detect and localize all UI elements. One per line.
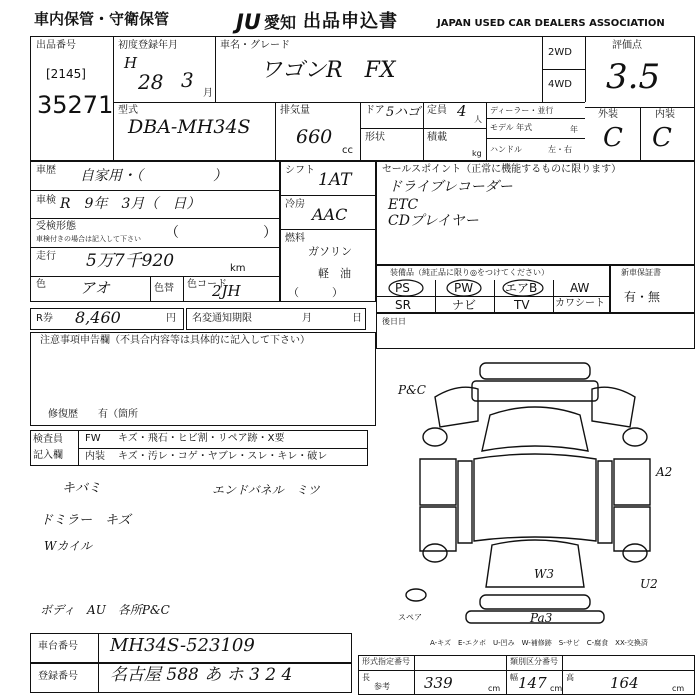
shift-label: シフト xyxy=(285,165,315,176)
diagram-pc: P&C xyxy=(398,383,426,397)
assoc-name: JAPAN USED CAR DEALERS ASSOCIATION xyxy=(437,18,665,29)
class-no-label: 類別区分番号 xyxy=(510,657,558,666)
shift-value: 1AT xyxy=(318,170,352,190)
defect-legend: A-キズ E-エクボ U-凹み W-補修跡 S-サビ C-腐食 XX-交換済 xyxy=(430,639,648,647)
model-value: DBA-MH34S xyxy=(128,116,251,138)
equip-aw: AW xyxy=(570,281,590,295)
after-box xyxy=(376,313,695,349)
reg-value: 名古屋 588 あ ホ 3 2 4 xyxy=(110,665,293,685)
doors-value: 5ハゴ xyxy=(386,105,421,120)
recycle-label: R券 xyxy=(36,313,53,324)
first-reg-month-unit: 月 xyxy=(203,88,213,99)
lot-label: 出品番号 xyxy=(36,40,76,51)
len-value: 339 xyxy=(424,674,453,692)
first-reg-label: 初度登録年月 xyxy=(118,40,178,51)
tax-label: 名変通知期限 xyxy=(192,313,252,324)
ref-label: 参考 xyxy=(374,682,390,691)
len-unit: cm xyxy=(488,684,501,693)
chassis-label: 車台番号 xyxy=(38,641,78,652)
load-unit: kg xyxy=(472,149,482,158)
diagram-pa3: Pa3 xyxy=(530,611,553,625)
fuel-diesel: 軽 油 xyxy=(318,267,351,280)
equip-pw: PW xyxy=(454,281,474,295)
equip-sr: SR xyxy=(395,298,411,312)
guarantee-note: 車検付きの場合は記入して下さい xyxy=(36,235,141,243)
disp-unit: cc xyxy=(342,145,353,156)
equip-airbag: エアB xyxy=(505,281,538,295)
hw-note-2: エンドバネル ミツ xyxy=(212,483,320,497)
sales-point-3: CDプレイヤー xyxy=(388,213,479,229)
fuel-gas: ガソリン xyxy=(308,245,352,258)
wid-value: 147 xyxy=(518,674,547,692)
tax-day: 日 xyxy=(352,313,362,324)
color-code-value: 2JH xyxy=(212,282,241,300)
car-name-value: ワゴンR FX xyxy=(260,58,396,83)
color-label: 色 xyxy=(36,279,46,290)
guarantee-value: （ ） xyxy=(165,225,277,241)
guarantee-label: 受検形態 xyxy=(36,221,76,232)
grade-int-label: 内装 xyxy=(655,109,675,120)
hgt-unit: cm xyxy=(672,684,685,693)
grade-value: 3.5 xyxy=(606,57,661,97)
history-value: 自家用・（ ） xyxy=(80,168,227,184)
sales-point-2: ETC xyxy=(388,197,419,213)
wid-unit: cm xyxy=(550,684,563,693)
grade-int-value: C xyxy=(652,123,672,153)
lot-number: 35271 xyxy=(37,91,114,119)
color-code-label: 色コード xyxy=(187,279,227,290)
reg-label: 登録番号 xyxy=(38,671,78,682)
inspector-fw: FW xyxy=(85,433,101,444)
hw-note-5: ボディ AU 各所P&C xyxy=(40,603,170,617)
grade-ext-label: 外装 xyxy=(598,109,618,120)
aircon-value: AAC xyxy=(312,205,348,224)
recycle-value: 8,460 xyxy=(75,308,121,327)
new-guarantee-label: 新車保証書 xyxy=(621,268,661,277)
sales-points-label: セールスポイント（正常に機能するものに限ります） xyxy=(382,164,622,175)
hw-note-1: キバミ xyxy=(62,481,102,496)
equip-circles xyxy=(376,265,610,313)
first-reg-era: H xyxy=(124,54,138,72)
inspector-interior-label: 内装 xyxy=(85,451,105,462)
diagram-a2: A2 xyxy=(656,465,673,479)
shape-label: 形状 xyxy=(365,132,385,143)
diagram-spare: スペア xyxy=(398,613,422,622)
car-name-label: 車名・グレード xyxy=(220,40,290,51)
shaken-label: 車検 xyxy=(36,195,56,206)
inspector-label-1: 検査員 xyxy=(33,434,63,445)
inspector-interior: キズ・汚レ・コゲ・ヤブレ・スレ・キレ・破レ xyxy=(118,451,328,462)
after-label: 後日日 xyxy=(382,317,406,326)
doors-label: ドア xyxy=(365,105,385,116)
ju-logo: JU xyxy=(236,10,261,34)
storage-banner xyxy=(30,8,210,32)
notes-label: 注意事項申告欄（不具合内容等は具体的に記入して下さい） xyxy=(40,335,310,346)
load-label: 積載 xyxy=(427,132,447,143)
equip-ps: PS xyxy=(395,281,410,295)
capacity-unit: 人 xyxy=(474,115,482,124)
tax-month: 月 xyxy=(302,313,312,324)
capacity-value: 4 xyxy=(457,102,467,120)
hgt-label: 高 xyxy=(566,673,574,682)
wid-label: 幅 xyxy=(510,673,518,682)
header-logo xyxy=(236,10,297,36)
first-reg-year: 28 xyxy=(138,70,164,94)
mileage-unit: km xyxy=(230,263,246,274)
len-label: 長 xyxy=(362,673,370,682)
color-value: アオ xyxy=(80,279,110,297)
disp-label: 排気量 xyxy=(280,105,310,116)
storage-text: 車内保管・守衛保管 xyxy=(34,10,170,28)
shaken-value: R 9年 3月（ 日） xyxy=(60,196,201,212)
form-no-label: 形式指定番号 xyxy=(362,657,410,666)
first-reg-month: 3 xyxy=(181,68,194,92)
model-year-label: モデル 年式 xyxy=(490,123,533,132)
equip-tv: TV xyxy=(514,298,530,312)
equip-leather: カワシート xyxy=(555,298,605,309)
fuel-paren: （ ） xyxy=(288,286,343,299)
drive-4wd: 4WD xyxy=(548,79,572,90)
fuel-label: 燃料 xyxy=(285,233,305,244)
color-swap-label: 色替 xyxy=(154,283,174,294)
disp-value: 660 xyxy=(296,126,333,148)
model-label: 型式 xyxy=(118,105,138,116)
sales-point-1: ドライブレコーダー xyxy=(388,179,513,195)
mileage-value: 5万7千920 xyxy=(86,251,175,271)
hw-note-3: ドミラー キズ xyxy=(40,513,131,528)
history-label: 車歴 xyxy=(36,165,56,176)
hgt-value: 164 xyxy=(610,674,639,692)
doc-title: 出品申込書 xyxy=(303,11,398,32)
lot-small: [2145] xyxy=(46,67,86,81)
dealer-label: ディーラー・並行 xyxy=(490,106,554,115)
repair-label: 修復歴 有（箇所 xyxy=(48,409,138,420)
equip-navi: ナビ xyxy=(452,298,477,312)
aircon-label: 冷房 xyxy=(285,199,305,210)
equipment-label: 装備品（純正品に限り◎をつけてください） xyxy=(390,268,549,277)
new-guarantee-value: 有・無 xyxy=(624,290,661,304)
drive-2wd: 2WD xyxy=(548,47,572,58)
grade-ext-value: C xyxy=(603,123,623,153)
inspector-label-2: 記入欄 xyxy=(33,450,63,461)
capacity-label: 定員 xyxy=(427,105,447,116)
diagram-u2: U2 xyxy=(640,577,658,591)
diagram-w3: W3 xyxy=(534,567,554,581)
recycle-unit: 円 xyxy=(166,313,176,324)
hw-note-4: Wカイル xyxy=(44,539,92,553)
handle-label: ハンドル xyxy=(490,145,522,154)
handle-opts: 左・右 xyxy=(548,145,572,154)
org-name: 愛知 xyxy=(264,13,297,32)
model-year-unit: 年 xyxy=(570,125,578,134)
inspector-exterior: キズ・飛石・ヒビ割・リペア跡・X要 xyxy=(118,433,285,444)
mileage-label: 走行 xyxy=(36,251,56,262)
chassis-value: MH34S-523109 xyxy=(110,635,255,656)
grade-label: 評価点 xyxy=(612,40,642,51)
